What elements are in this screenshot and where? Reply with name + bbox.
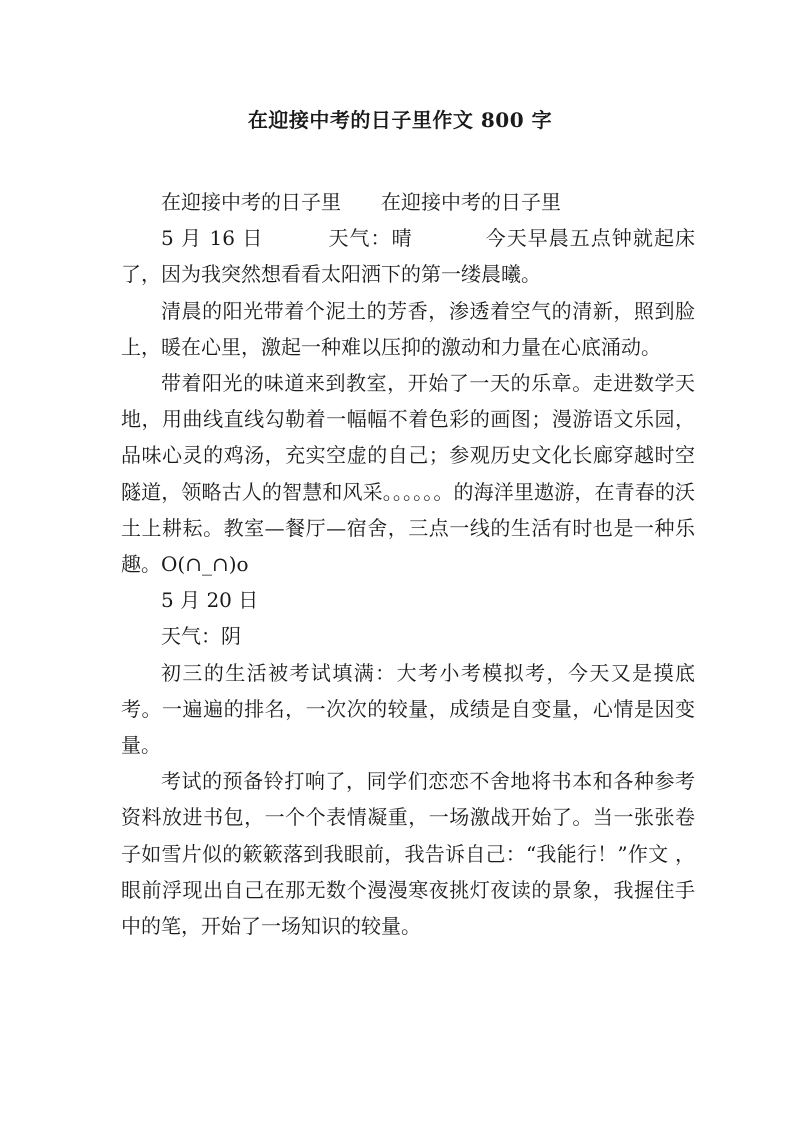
entry-1-date: 5 月 16 日 [161,226,264,251]
paragraph: 初三的生活被考试填满：大考小考模拟考，今天又是摸底考。一遍遍的排名，一次次的较量，成绩是自变量，心情是因变量。 [121,660,695,758]
document-body [121,184,695,944]
entry-2-weather: 天气：阴 [161,624,241,649]
paragraph: 清晨的阳光带着个泥土的芳香，渗透着空气的清新，照到脸上，暖在心里，激起一种难以压抑的激动和力量在心底涌动。 [121,298,695,359]
heading-part-2: 在迎接中考的日子里 [381,190,561,214]
paragraph: 带着阳光的味道来到教室，开始了一天的乐章。走进数学天地，用曲线直线勾勒着一幅幅不着色彩的画图；漫游语文乐园，品味心灵的鸡汤，充实空虚的自己；参观历史文化长廊穿越时空隧道，领略古人的智慧和风采。。。。。。的海洋里遨游，在青春的沃土上耕耘。教室—餐厅—宿舍，三点一线的生活有时也是一种乐趣。O(∩_∩)o [121,371,695,577]
paragraph: 考试的预备铃打响了，同学们恋恋不舍地将书本和各种参考资料放进书包，一个个表情凝重，一场激战开始了。当一张张卷子如雪片似的簌簌落到我眼前，我告诉自己：“我能行！”作文 ，眼前浮现出自己在那无数个漫漫寒夜挑灯夜读的景象，我握住手中的笔，开始了一场知识的较量。 [121,769,695,939]
heading-line [121,184,695,220]
document-title: 在迎接中考的日子里作文 800 字 [247,108,553,132]
entry-1-paragraph [121,220,695,292]
entry-1-weather: 天气：晴 [327,226,413,251]
heading-part-1: 在迎接中考的日子里 [161,190,341,214]
entry-2-date: 5 月 20 日 [161,588,259,613]
entry-1-text: 今天早晨五点钟就起床了，因为我突然想看看太阳洒下的第一缕晨曦。 [121,226,695,287]
